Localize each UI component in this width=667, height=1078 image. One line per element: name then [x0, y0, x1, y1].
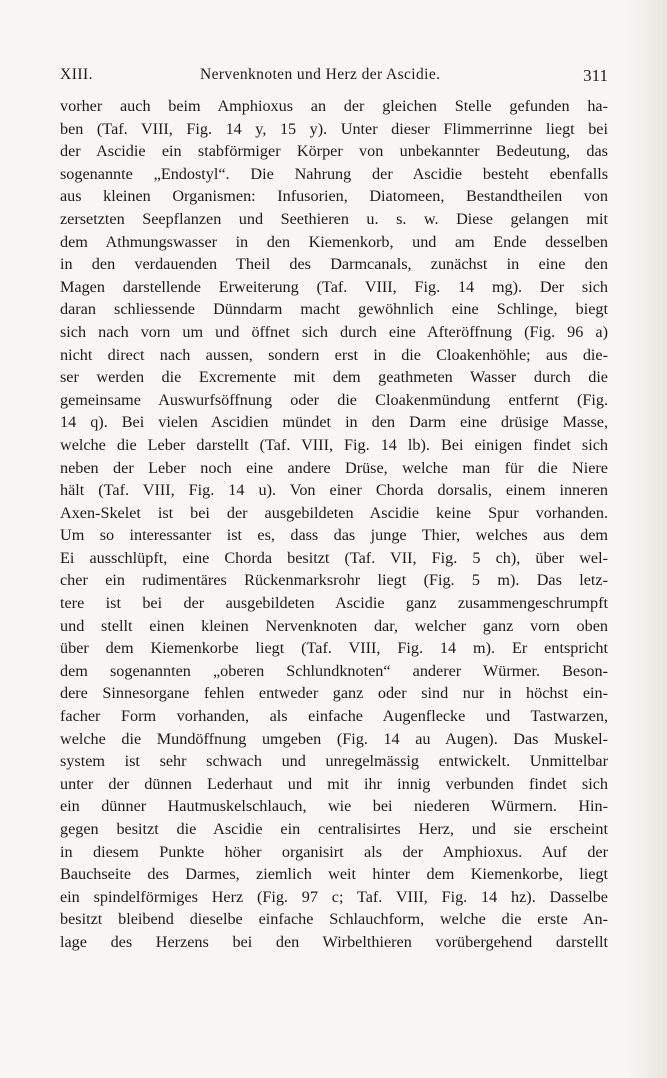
- running-header: [60, 66, 608, 90]
- text-line: neben der Leber noch eine andere Drüse, welche man für die Niere: [60, 458, 608, 477]
- text-line: sogenannte „Endostyl“. Die Nahrung der Ascidie besteht ebenfalls: [60, 164, 608, 183]
- text-line: ser werden die Excremente mit dem geathmeten Wasser durch die: [60, 368, 608, 387]
- text-line: Um so interessanter ist es, dass das junge Thier, welches aus dem: [60, 526, 608, 545]
- text-line: nicht direct nach aussen, sondern erst in die Cloakenhöhle; aus die-: [60, 345, 608, 364]
- text-line: in diesem Punkte höher organisirt als der Amphioxus. Auf der: [60, 842, 608, 861]
- text-line: ben (Taf. VIII, Fig. 14 y, 15 y). Unter dieser Flimmerrinne liegt bei: [60, 119, 608, 138]
- text-line: in den verdauenden Theil des Darmcanals, zunächst in eine den: [60, 255, 608, 274]
- text-line: sich nach vorn um und öffnet sich durch eine Afteröffnung (Fig. 96 a): [60, 322, 608, 341]
- text-line: welche die Leber darstellt (Taf. VIII, Fig. 14 lb). Bei einigen findet sich: [60, 435, 608, 454]
- text-line: der Ascidie ein stabförmiger Körper von unbekannter Bedeutung, das: [60, 142, 608, 161]
- text-line: daran schliessende Dünndarm macht gewöhnlich eine Schlinge, biegt: [60, 300, 608, 319]
- text-line: besitzt bleibend dieselbe einfache Schlauchform, welche die erste An-: [60, 910, 608, 929]
- text-line: Bauchseite des Darmes, ziemlich weit hinter dem Kiemenkorbe, liegt: [60, 865, 608, 884]
- text-line: Axen-Skelet ist bei der ausgebildeten Ascidie keine Spur vorhanden.: [60, 503, 608, 522]
- chapter-number: XIII.: [60, 66, 94, 83]
- running-title: Nervenknoten und Herz der Ascidie.: [200, 66, 441, 83]
- text-line: gemeinsame Auswurfsöffnung oder die Cloakenmündung entfernt (Fig.: [60, 390, 608, 409]
- text-line: aus kleinen Organismen: Infusorien, Diatomeen, Bestandtheilen von: [60, 187, 608, 206]
- text-line: Magen darstellende Erweiterung (Taf. VIII, Fig. 14 mg). Der sich: [60, 277, 608, 296]
- book-page: [60, 0, 608, 1078]
- text-line: Ei ausschlüpft, eine Chorda besitzt (Taf. VII, Fig. 5 ch), über wel-: [60, 548, 608, 567]
- body-text: [60, 95, 608, 954]
- text-line: ein dünner Hautmuskelschlauch, wie bei niederen Würmern. Hin-: [60, 797, 608, 816]
- text-line: lage des Herzens bei den Wirbelthieren vorübergehend darstellt: [60, 932, 608, 951]
- text-line: welche die Mundöffnung umgeben (Fig. 14 au Augen). Das Muskel-: [60, 729, 608, 748]
- text-line: cher ein rudimentäres Rückenmarksrohr liegt (Fig. 5 m). Das letz-: [60, 571, 608, 590]
- text-line: dere Sinnesorgane fehlen entweder ganz oder sind nur in höchst ein-: [60, 684, 608, 703]
- text-line: system ist sehr schwach und unregelmässig entwickelt. Unmittelbar: [60, 752, 608, 771]
- text-line: facher Form vorhanden, als einfache Augenflecke und Tastwarzen,: [60, 707, 608, 726]
- text-line: tere ist bei der ausgebildeten Ascidie ganz zusammengeschrumpft: [60, 594, 608, 613]
- text-line: 14 q). Bei vielen Ascidien mündet in den Darm eine drüsige Masse,: [60, 413, 608, 432]
- text-line: hält (Taf. VIII, Fig. 14 u). Von einer Chorda dorsalis, einem inneren: [60, 481, 608, 500]
- text-line: zersetzten Seepflanzen und Seethieren u. s. w. Diese gelangen mit: [60, 209, 608, 228]
- text-line: vorher auch beim Amphioxus an der gleichen Stelle gefunden ha-: [60, 97, 608, 115]
- text-line: dem sogenannten „oberen Schlundknoten“ anderer Würmer. Beson-: [60, 661, 608, 680]
- text-line: über dem Kiemenkorbe liegt (Taf. VIII, Fig. 14 m). Er entspricht: [60, 639, 608, 658]
- text-line: und stellt einen kleinen Nervenknoten dar, welcher ganz vorn oben: [60, 616, 608, 635]
- text-line: unter der dünnen Lederhaut und mit ihr innig verbunden findet sich: [60, 774, 608, 793]
- text-line: dem Athmungswasser in den Kiemenkorb, und am Ende desselben: [60, 232, 608, 251]
- text-line: gegen besitzt die Ascidie ein centralisirtes Herz, und sie erscheint: [60, 820, 608, 838]
- text-line: ein spindelförmiges Herz (Fig. 97 c; Taf. VIII, Fig. 14 hz). Dasselbe: [60, 887, 608, 906]
- page-edge-shadow: [627, 0, 667, 1078]
- page-number: 311: [583, 66, 608, 85]
